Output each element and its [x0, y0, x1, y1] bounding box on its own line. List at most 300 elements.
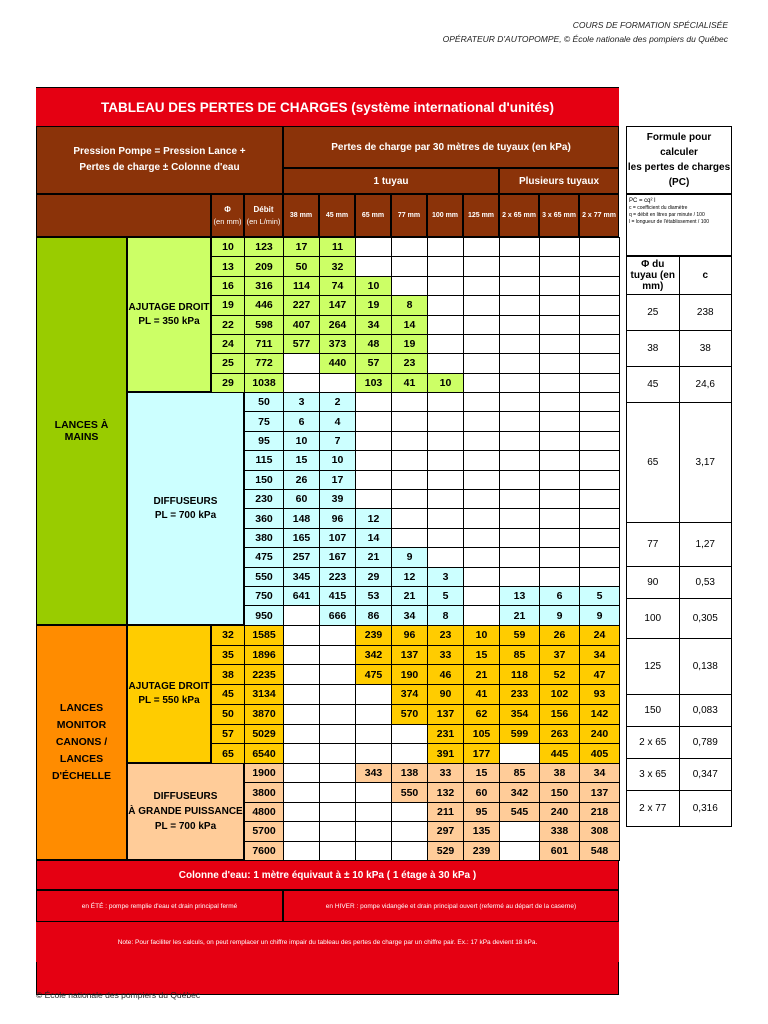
table-cell: 407	[284, 315, 320, 334]
coefficient-c: 1,27	[679, 523, 732, 567]
table-cell: 360	[245, 509, 284, 528]
table-cell	[540, 238, 580, 257]
table-cell: 60	[284, 490, 320, 509]
table-cell	[540, 315, 580, 334]
table-cell	[284, 685, 320, 705]
table-cell: 2235	[245, 665, 284, 685]
table-cell: 190	[392, 665, 428, 685]
table-cell: 11	[320, 238, 356, 257]
table-cell	[540, 470, 580, 489]
table-cell: 345	[284, 567, 320, 586]
table-cell: 209	[245, 257, 284, 276]
table-cell: 137	[580, 783, 620, 802]
table-cell: 32	[212, 626, 245, 646]
table-row	[245, 451, 620, 470]
table-cell	[500, 238, 540, 257]
coefficient-c: 3,17	[679, 403, 732, 523]
table-cell	[464, 567, 500, 586]
coefficient-phi: 65	[627, 403, 680, 523]
table-cell	[356, 822, 392, 841]
table-cell: 9	[392, 548, 428, 567]
table-cell	[500, 509, 540, 528]
table-row	[212, 257, 620, 276]
table-cell: 33	[428, 645, 464, 665]
subcategory-ajutage-350	[127, 237, 211, 392]
table-cell	[392, 276, 428, 295]
formula-legend-l: l = longueur de l'établissement / 100	[629, 219, 710, 225]
table-cell: 34	[356, 315, 392, 334]
coefficient-c: 0,789	[679, 727, 732, 759]
table-cell	[428, 412, 464, 431]
debit-label: Débit	[253, 204, 274, 214]
table-cell: 446	[245, 296, 284, 315]
table-cell: 240	[540, 802, 580, 821]
coefficient-c: 0,53	[679, 567, 732, 599]
table-cell: 475	[245, 548, 284, 567]
table-cell	[540, 528, 580, 547]
table-cell: 257	[284, 548, 320, 567]
table-cell: 666	[320, 606, 356, 625]
table-cell	[320, 724, 356, 744]
table-cell: 85	[500, 764, 540, 783]
table-cell	[464, 315, 500, 334]
table-cell	[356, 704, 392, 724]
table-cell: 529	[428, 841, 464, 860]
table-cell	[500, 296, 540, 315]
table-cell	[320, 645, 356, 665]
table-cell: 10	[356, 276, 392, 295]
table-row	[212, 334, 620, 353]
table-row	[245, 822, 620, 841]
table-cell: 3134	[245, 685, 284, 705]
table-cell	[580, 528, 620, 547]
coefficient-c: 0,138	[679, 639, 732, 695]
table-cell: 373	[320, 334, 356, 353]
table-cell: 50	[212, 704, 245, 724]
table-cell	[464, 587, 500, 606]
table-cell	[500, 315, 540, 334]
colonne-eau-note: Colonne d'eau: 1 mètre équivaut à ± 10 kPa ( 1 étage à 30 kPa )	[36, 860, 619, 890]
table-cell	[284, 802, 320, 821]
formula-equation: PC = cq² l	[629, 198, 656, 204]
table-cell	[356, 744, 392, 764]
table-cell	[428, 451, 464, 470]
table-cell: 380	[245, 528, 284, 547]
coefficient-c: 0,347	[679, 759, 732, 791]
coefficient-phi: 38	[627, 331, 680, 367]
coefficient-phi-header: Φ du tuyau (en mm)	[627, 257, 680, 295]
hose-column-header: 2 x 77 mm	[579, 194, 619, 237]
table-cell	[540, 548, 580, 567]
table-cell	[540, 451, 580, 470]
table-cell: 3800	[245, 783, 284, 802]
calculation-note: Note: Pour faciliter les calculs, on peut remplacer un chiffre impair du tableau des pertes de charge par un chiffre pair. Ex.: 17 kPa devient 18 kPa.	[36, 922, 619, 962]
coefficient-phi: 77	[627, 523, 680, 567]
table-cell: 19	[356, 296, 392, 315]
table-cell	[356, 783, 392, 802]
table-cell	[356, 841, 392, 860]
table-cell: 137	[392, 645, 428, 665]
table-cell	[580, 373, 620, 392]
table-cell	[392, 257, 428, 276]
table-cell	[428, 509, 464, 528]
table-cell: 65	[212, 744, 245, 764]
table-cell: 6	[284, 412, 320, 431]
table-cell: 240	[580, 724, 620, 744]
table-cell	[464, 606, 500, 625]
table-cell	[500, 354, 540, 373]
table-row	[245, 412, 620, 431]
table-cell	[428, 470, 464, 489]
formula-legend-c: c = coefficient du diamètre	[629, 205, 688, 211]
table-cell	[500, 431, 540, 450]
table-cell: 48	[356, 334, 392, 353]
phi-column-header	[211, 194, 244, 237]
table-cell	[500, 393, 540, 412]
table-row	[212, 626, 620, 646]
subcategory-diffuseurs-gp-title: DIFFUSEURS	[153, 791, 218, 802]
table-cell	[580, 490, 620, 509]
table-cell: 57	[356, 354, 392, 373]
coefficient-row	[627, 367, 732, 403]
table-cell	[356, 451, 392, 470]
table-cell: 374	[392, 685, 428, 705]
table-cell	[580, 296, 620, 315]
table-cell	[540, 412, 580, 431]
formula-title-line1: Formule pour calculer	[646, 132, 712, 158]
coefficient-phi: 2 x 77	[627, 791, 680, 827]
table-cell: 50	[245, 393, 284, 412]
pressure-formula-box	[36, 126, 283, 194]
table-cell	[580, 470, 620, 489]
table-cell: 93	[580, 685, 620, 705]
coefficient-table	[626, 256, 732, 827]
table-cell	[392, 412, 428, 431]
table-cell: 10	[428, 373, 464, 392]
table-cell	[540, 373, 580, 392]
table-cell	[580, 393, 620, 412]
table-cell: 750	[245, 587, 284, 606]
table-cell: 38	[540, 764, 580, 783]
table-cell: 90	[428, 685, 464, 705]
table-cell	[392, 841, 428, 860]
subcategory-diffuseurs-700-pl: PL = 700 kPa	[154, 509, 217, 521]
pertes-header: Pertes de charge par 30 mètres de tuyaux (en kPa)	[283, 126, 619, 168]
table-cell: 29	[212, 373, 245, 392]
table-cell	[464, 528, 500, 547]
table-cell: 12	[392, 567, 428, 586]
table-cell: 13	[212, 257, 245, 276]
table-cell: 227	[284, 296, 320, 315]
table-cell	[500, 841, 540, 860]
formula-legend-q: q = débit en litres par minute / 100	[629, 212, 705, 218]
subcategory-diffuseurs-gp-pl: PL = 700 kPa	[154, 821, 217, 832]
table-cell: 211	[428, 802, 464, 821]
table-cell	[540, 276, 580, 295]
table-cell: 41	[392, 373, 428, 392]
table-cell	[392, 451, 428, 470]
table-cell: 57	[212, 724, 245, 744]
table-cell: 641	[284, 587, 320, 606]
table-cell	[392, 528, 428, 547]
table-cell: 35	[212, 645, 245, 665]
debit-unit: (en L/min)	[246, 216, 281, 226]
coefficient-table-header	[627, 257, 732, 295]
table-cell: 8	[392, 296, 428, 315]
pressure-formula-line1: Pression Pompe = Pression Lance +	[73, 146, 246, 157]
table-cell: 338	[540, 822, 580, 841]
coefficient-phi: 90	[627, 567, 680, 599]
table-cell: 12	[356, 509, 392, 528]
table-cell: 114	[284, 276, 320, 295]
table-cell	[428, 238, 464, 257]
table-cell	[580, 567, 620, 586]
table-cell: 95	[464, 802, 500, 821]
table-cell: 25	[212, 354, 245, 373]
grid-ajutage-350	[211, 237, 620, 393]
hose-column-header: 100 mm	[427, 194, 463, 237]
table-cell	[580, 257, 620, 276]
table-cell: 107	[320, 528, 356, 547]
table-cell	[500, 822, 540, 841]
table-cell	[320, 841, 356, 860]
formula-title-line3: (PC)	[668, 177, 690, 188]
table-cell	[500, 490, 540, 509]
table-cell	[580, 509, 620, 528]
table-cell: 115	[245, 451, 284, 470]
table-cell: 47	[580, 665, 620, 685]
coefficient-row	[627, 331, 732, 367]
table-cell: 95	[245, 431, 284, 450]
coefficient-c: 238	[679, 295, 732, 331]
course-subtitle: OPÉRATEUR D'AUTOPOMPE, © École nationale des pompiers du Québec	[442, 34, 728, 44]
table-cell: 308	[580, 822, 620, 841]
table-cell	[356, 431, 392, 450]
table-row	[245, 393, 620, 412]
table-cell	[580, 238, 620, 257]
coefficient-c: 24,6	[679, 367, 732, 403]
table-cell: 135	[464, 822, 500, 841]
one-hose-header: 1 tuyau	[283, 168, 499, 194]
table-row	[245, 548, 620, 567]
table-cell	[500, 451, 540, 470]
subcategory-ajutage-550	[127, 625, 211, 763]
coefficient-phi: 25	[627, 295, 680, 331]
table-cell: 23	[428, 626, 464, 646]
table-row	[245, 431, 620, 450]
coefficient-row	[627, 523, 732, 567]
course-title: COURS DE FORMATION SPÉCIALISÉE	[572, 20, 728, 30]
table-cell: 14	[356, 528, 392, 547]
table-cell	[540, 393, 580, 412]
table-row	[245, 490, 620, 509]
table-cell: 29	[356, 567, 392, 586]
table-cell: 15	[464, 764, 500, 783]
table-cell	[540, 296, 580, 315]
table-cell: 39	[320, 490, 356, 509]
table-cell: 230	[245, 490, 284, 509]
subcategory-diffuseurs-gp-subtitle: À GRANDE PUISSANCE	[128, 806, 243, 817]
table-cell: 950	[245, 606, 284, 625]
table-cell	[356, 257, 392, 276]
table-cell	[540, 354, 580, 373]
table-cell	[464, 354, 500, 373]
table-cell	[284, 626, 320, 646]
table-cell	[500, 567, 540, 586]
table-cell	[540, 490, 580, 509]
table-cell: 218	[580, 802, 620, 821]
table-cell: 8	[428, 606, 464, 625]
coefficient-c: 0,305	[679, 599, 732, 639]
table-row	[245, 587, 620, 606]
table-cell: 24	[212, 334, 245, 353]
table-row	[245, 509, 620, 528]
table-cell: 5029	[245, 724, 284, 744]
table-cell	[356, 238, 392, 257]
formula-title-line2: les pertes de charges	[627, 162, 731, 173]
table-cell: 10	[212, 238, 245, 257]
table-cell	[428, 431, 464, 450]
table-cell: 5	[580, 587, 620, 606]
table-cell	[320, 626, 356, 646]
table-cell: 405	[580, 744, 620, 764]
table-cell: 475	[356, 665, 392, 685]
subcategory-ajutage-350-title: AJUTAGE DROIT	[128, 301, 210, 313]
hose-column-header: 45 mm	[319, 194, 355, 237]
table-cell	[428, 315, 464, 334]
table-cell: 50	[284, 257, 320, 276]
subcategory-diffuseurs-gp	[127, 763, 244, 860]
table-row	[245, 783, 620, 802]
table-title: TABLEAU DES PERTES DE CHARGES (système international d'unités)	[36, 88, 619, 126]
table-cell: 105	[464, 724, 500, 744]
table-cell: 150	[540, 783, 580, 802]
table-cell	[500, 257, 540, 276]
table-cell: 148	[284, 509, 320, 528]
table-cell	[500, 470, 540, 489]
table-cell: 45	[212, 685, 245, 705]
table-cell	[284, 665, 320, 685]
table-cell	[392, 509, 428, 528]
table-cell	[580, 548, 620, 567]
coefficient-c: 38	[679, 331, 732, 367]
table-cell	[392, 238, 428, 257]
coefficient-phi: 45	[627, 367, 680, 403]
table-cell: 1896	[245, 645, 284, 665]
grid-diffuseurs-700	[244, 392, 620, 626]
coefficient-c: 0,316	[679, 791, 732, 827]
table-row	[245, 528, 620, 547]
table-cell	[580, 276, 620, 295]
table-cell: 1038	[245, 373, 284, 392]
coefficient-c: 0,083	[679, 695, 732, 727]
coefficient-phi: 2 x 65	[627, 727, 680, 759]
table-cell	[500, 412, 540, 431]
table-cell: 59	[500, 626, 540, 646]
table-cell	[464, 276, 500, 295]
table-cell: 7600	[245, 841, 284, 860]
table-cell: 391	[428, 744, 464, 764]
table-cell	[392, 724, 428, 744]
formula-legend	[626, 194, 732, 256]
table-cell: 9	[540, 606, 580, 625]
table-cell	[540, 567, 580, 586]
table-cell: 26	[540, 626, 580, 646]
hiver-note: en HIVER : pompe vidangée et drain principal ouvert (refermé au départ de la caserne)	[283, 890, 619, 922]
table-cell: 342	[500, 783, 540, 802]
table-cell	[284, 841, 320, 860]
table-cell: 231	[428, 724, 464, 744]
table-cell: 46	[428, 665, 464, 685]
table-cell	[392, 802, 428, 821]
table-cell: 264	[320, 315, 356, 334]
table-cell: 233	[500, 685, 540, 705]
page-header	[443, 18, 728, 46]
table-cell	[464, 470, 500, 489]
table-row	[212, 685, 620, 705]
table-cell: 5	[428, 587, 464, 606]
table-cell: 550	[245, 567, 284, 586]
table-cell	[284, 704, 320, 724]
table-cell: 3	[428, 567, 464, 586]
table-cell: 85	[500, 645, 540, 665]
table-cell	[284, 744, 320, 764]
table-cell: 22	[212, 315, 245, 334]
multi-hose-header: Plusieurs tuyaux	[499, 168, 619, 194]
table-cell: 415	[320, 587, 356, 606]
coefficient-c-header: c	[679, 257, 732, 295]
table-cell: 37	[540, 645, 580, 665]
subcategory-diffuseurs-700-title: DIFFUSEURS	[153, 495, 218, 507]
table-cell: 342	[356, 645, 392, 665]
table-cell: 123	[245, 238, 284, 257]
table-cell: 53	[356, 587, 392, 606]
table-cell	[428, 490, 464, 509]
table-cell: 41	[464, 685, 500, 705]
header-filler	[36, 194, 211, 237]
table-cell: 156	[540, 704, 580, 724]
table-cell: 10	[284, 431, 320, 450]
coefficient-row	[627, 791, 732, 827]
subcategory-diffuseurs-700	[127, 392, 244, 625]
table-cell	[320, 373, 356, 392]
category-lances-monitor: LANCES MONITOR CANONS / LANCES D'ÉCHELLE	[36, 625, 127, 860]
table-row	[212, 744, 620, 764]
table-cell: 548	[580, 841, 620, 860]
table-cell	[464, 393, 500, 412]
table-cell: 142	[580, 704, 620, 724]
table-cell	[580, 431, 620, 450]
table-row	[212, 296, 620, 315]
table-cell	[500, 276, 540, 295]
table-cell: 21	[464, 665, 500, 685]
table-cell: 33	[428, 764, 464, 783]
table-cell	[580, 412, 620, 431]
table-cell	[580, 451, 620, 470]
table-cell	[464, 548, 500, 567]
table-cell: 13	[500, 587, 540, 606]
table-cell	[320, 744, 356, 764]
table-cell: 5700	[245, 822, 284, 841]
table-cell: 132	[428, 783, 464, 802]
table-cell	[464, 451, 500, 470]
table-row	[212, 354, 620, 373]
table-cell: 32	[320, 257, 356, 276]
table-cell: 75	[245, 412, 284, 431]
table-cell	[464, 431, 500, 450]
table-cell: 147	[320, 296, 356, 315]
table-cell: 577	[284, 334, 320, 353]
